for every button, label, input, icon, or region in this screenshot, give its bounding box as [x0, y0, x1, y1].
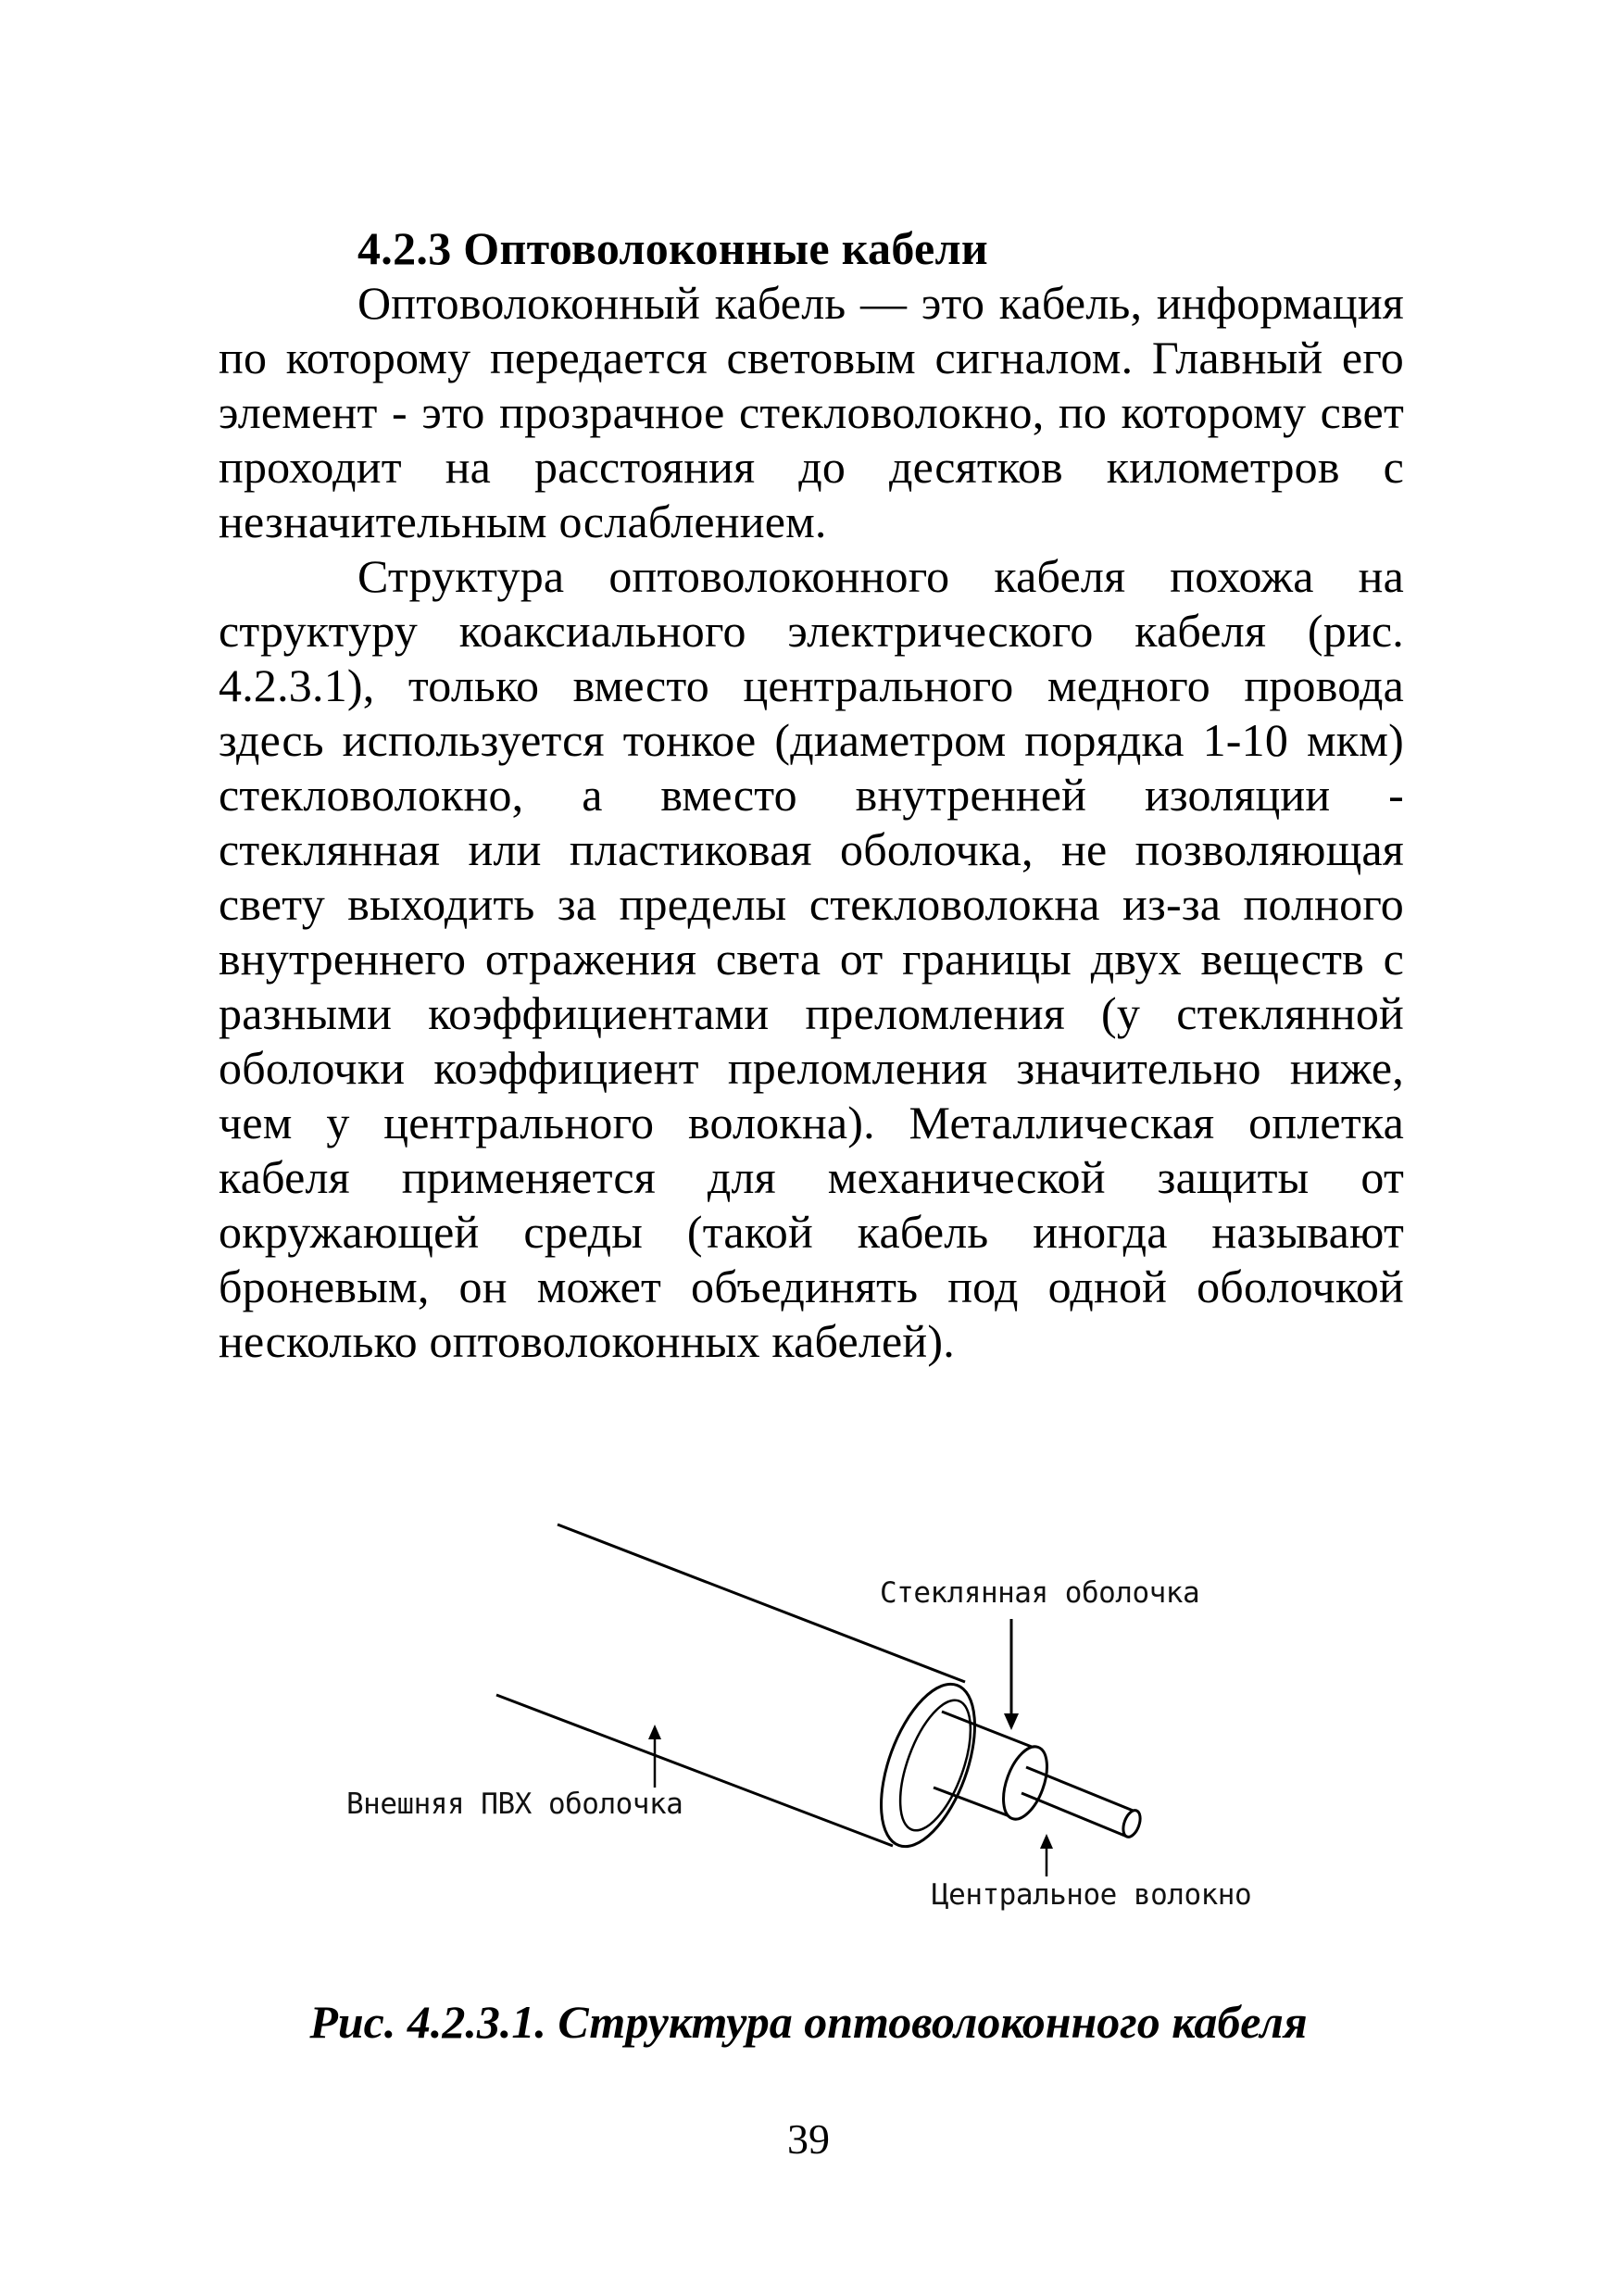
- paragraph-structure: Структура оптоволоконного кабеля похожа на структуру коаксиального электрического кабеля (рис. 4.2.3.1), только вместо центрального медного провода здесь используется тонкое (диаметром порядка 1-10 мкм) стекловолокно, а вместо внутренней изоляции - стеклянная или пластиковая оболочка, не позволяющая свету выходить за пределы стекловолокна из-за полного внутреннего отражения света от границы двух веществ с разными коэффициентами преломления (у стеклянной оболочки коэффициент преломления значительно ниже, чем у центрального волокна). Металлическая оплетка кабеля применяется для механической защиты от окружающей среды (такой кабель иногда называют броневым, он может объединять под одной оболочкой несколько оптоволоконных кабелей).: [219, 550, 1404, 1367]
- central-fiber-arrow: [1040, 1834, 1053, 1876]
- fiber-bottom-edge: [1022, 1793, 1127, 1837]
- label-glass-cladding: Стеклянная оболочка: [880, 1576, 1200, 1610]
- paragraph-intro: Оптоволоконный кабель — это кабель, информация по которому передается световым сигналом. Главный его элемент - это прозрачное стекловолокно, по которому свет проходит на расстояния до десятков километров с незначительным ослаблением.: [219, 277, 1404, 547]
- label-outer-pvc-sheath: Внешняя ПВХ оболочка: [346, 1788, 683, 1821]
- page-number: 39: [787, 2115, 830, 2163]
- label-central-fiber: Центральное волокно: [932, 1878, 1252, 1912]
- fiber-end: [1120, 1808, 1143, 1839]
- cable-bottom-edge: [496, 1695, 893, 1846]
- fiber-cable-diagram: [343, 1517, 1324, 1925]
- figure-caption: Рис. 4.2.3.1. Структура оптоволоконного кабеля: [309, 1996, 1308, 2048]
- cable-illustration: [343, 1517, 1324, 1925]
- text-column: [219, 220, 1404, 1369]
- glass-cladding-arrow: [1004, 1619, 1019, 1730]
- cladding-end: [995, 1741, 1056, 1826]
- section-heading: 4.2.3 Оптоволоконные кабели: [357, 222, 988, 274]
